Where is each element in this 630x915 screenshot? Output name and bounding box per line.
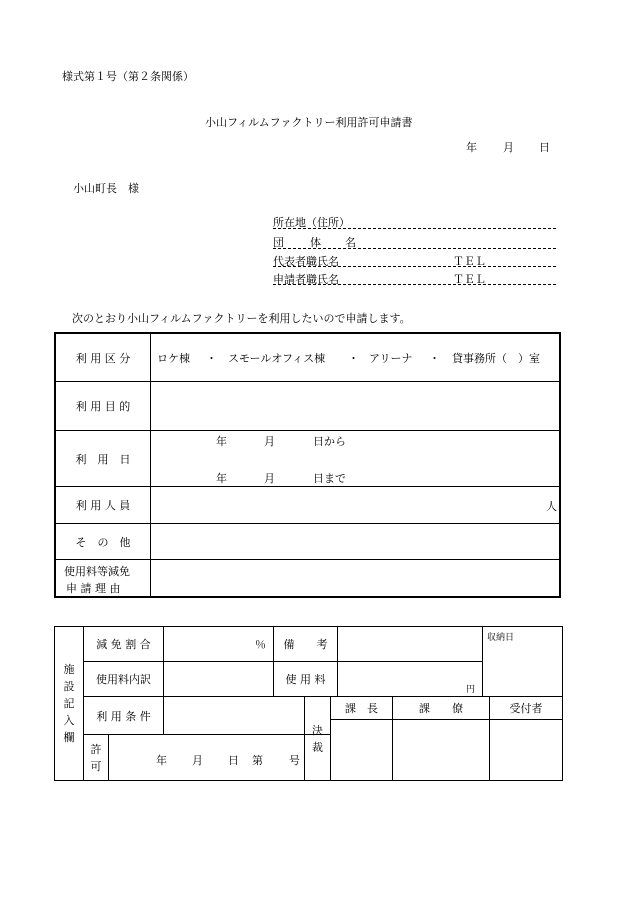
usage-category-label: 利 用 区 分 <box>75 351 131 365</box>
purpose-field[interactable] <box>152 383 559 429</box>
form-number: 様式第１号（第２条関係） <box>62 70 194 83</box>
org-label-char-3: 名 <box>345 236 356 249</box>
side-char-2: 設 <box>63 680 75 693</box>
permit-no: 第 <box>252 754 263 767</box>
usage-option-arena[interactable]: アリーナ <box>369 352 413 365</box>
page-title: 小山フィルムファクトリー利用許可申請書 <box>205 116 413 129</box>
date-label: 利 用 日 <box>75 452 131 466</box>
other-field[interactable] <box>152 525 559 558</box>
reduction-reason-field[interactable] <box>152 561 559 596</box>
side-char-3: 記 <box>63 697 75 710</box>
rep-line[interactable] <box>273 266 556 267</box>
people-label: 利 用 人 員 <box>75 499 131 512</box>
usage-sep-1: ・ <box>206 352 217 365</box>
side-char-4: 入 <box>63 714 75 727</box>
yen-unit: 円 <box>466 685 476 695</box>
to-month: 月 <box>264 472 275 485</box>
usage-option-office-room[interactable]: 貸事務所（ ）室 <box>452 352 540 365</box>
fee-label: 使 用 料 <box>285 673 326 686</box>
address-line[interactable] <box>273 228 556 229</box>
staff-label: 課 僚 <box>419 702 463 715</box>
usage-option-small-office[interactable]: スモールオフィス棟 <box>228 352 326 365</box>
from-month: 月 <box>264 435 275 448</box>
usage-sep-2: ・ <box>348 352 359 365</box>
applicant-tel-label: ＴＥＬ <box>453 273 486 286</box>
decision-label <box>305 697 330 781</box>
percent-sign: ％ <box>255 638 266 651</box>
intro-text: 次のとおり小山フィルムファクトリーを利用したいので申請します。 <box>72 312 411 325</box>
other-label: そ の 他 <box>75 535 131 549</box>
rep-tel-label: ＴＥＬ <box>453 255 486 268</box>
permit-month: 月 <box>192 754 203 767</box>
permit-label <box>84 735 108 780</box>
date-year: 年 <box>466 141 477 154</box>
permit-char-1: 許 <box>90 742 102 756</box>
date-day: 日 <box>539 141 550 154</box>
date-month: 月 <box>503 141 514 154</box>
from-day: 日から <box>313 435 346 448</box>
usage-sep-3: ・ <box>429 352 440 365</box>
from-year: 年 <box>216 435 227 448</box>
applicant-line[interactable] <box>273 284 556 285</box>
receiver-label: 受付者 <box>509 702 543 715</box>
purpose-label: 利 用 目 的 <box>75 400 131 413</box>
org-label-char-1: 団 <box>273 236 284 249</box>
to-day: 日まで <box>313 472 346 485</box>
decision-char-1: 決 <box>312 724 323 737</box>
remarks-label: 備 考 <box>283 638 328 651</box>
people-unit: 人 <box>546 500 557 513</box>
decision-char-2: 裁 <box>312 741 323 754</box>
address-label: 所在地（住所） <box>273 216 350 229</box>
reduction-reason-label-2: 申 請 理 由 <box>66 582 121 595</box>
rep-label: 代表者職氏名 <box>273 255 339 268</box>
reduction-reason-label-1: 使用料等減免 <box>64 565 130 578</box>
org-label-char-2: 体 <box>310 236 321 249</box>
facility-side-label <box>55 627 83 780</box>
applicant-label: 申請者職氏名 <box>273 273 339 286</box>
reduction-rate-label: 減 免 割 合 <box>96 638 151 651</box>
permit-char-2: 可 <box>90 759 102 773</box>
fee-breakdown-label: 使用料内訳 <box>96 673 151 686</box>
receipt-date-label: 収納日 <box>487 633 515 643</box>
org-line[interactable] <box>273 248 556 249</box>
permit-number: 号 <box>289 754 300 767</box>
conditions-label: 利 用 条 件 <box>96 709 151 723</box>
side-char-1: 施 <box>63 663 75 676</box>
permit-year: 年 <box>156 754 167 767</box>
side-char-5: 欄 <box>63 731 75 744</box>
usage-option-location[interactable]: ロケ棟 <box>157 352 190 365</box>
to-year: 年 <box>216 472 227 485</box>
section-chief-label: 課 長 <box>345 702 378 715</box>
permit-day: 日 <box>228 754 239 767</box>
addressee: 小山町長 様 <box>73 182 139 195</box>
